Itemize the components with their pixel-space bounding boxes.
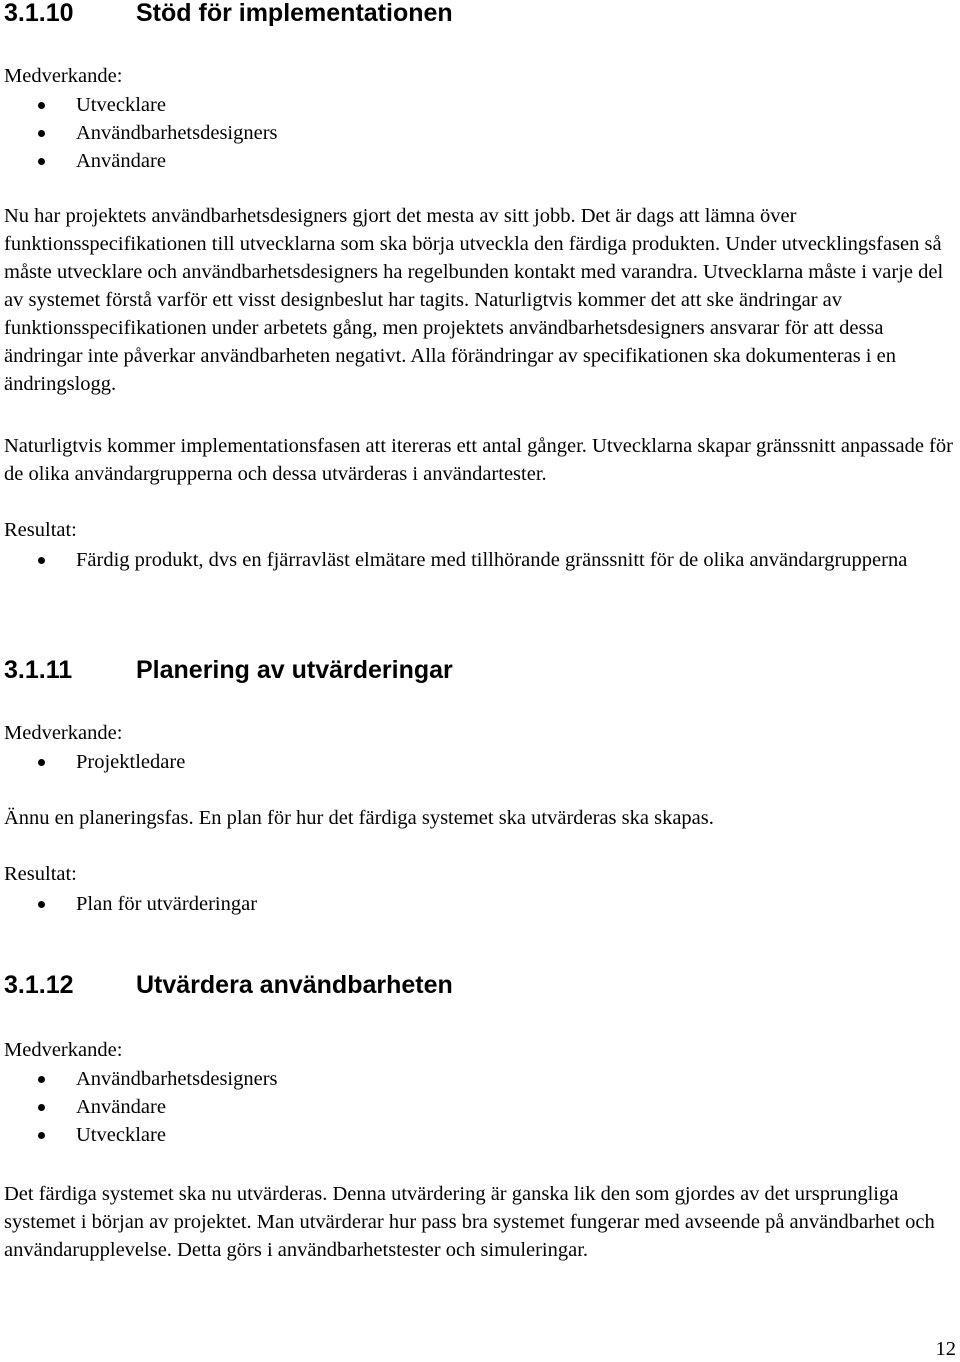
participants-label: Medverkande: <box>4 722 123 744</box>
list-item: Utvecklare <box>4 91 954 119</box>
participants-list <box>4 91 954 175</box>
list-item: Projektledare <box>4 748 954 776</box>
result-label: Resultat: <box>4 863 77 885</box>
list-item: Användbarhetsdesigners <box>4 119 954 147</box>
bullet-icon <box>38 1104 45 1111</box>
result-label: Resultat: <box>4 519 77 541</box>
bullet-icon <box>38 130 45 137</box>
section-title: Planering av utvärderingar <box>136 656 453 684</box>
section-number: 3.1.11 <box>4 656 73 684</box>
page-number: 12 <box>935 1338 956 1360</box>
section-title: Utvärdera användbarheten <box>136 971 453 999</box>
bullet-icon <box>38 1076 45 1083</box>
section-number: 3.1.10 <box>4 0 74 27</box>
participants-list <box>4 1065 954 1149</box>
list-item: Utvecklare <box>4 1121 954 1149</box>
bullet-icon <box>38 158 45 165</box>
results-list <box>4 546 954 574</box>
bullet-icon <box>38 1132 45 1139</box>
list-item: Användare <box>4 147 954 175</box>
participants-label: Medverkande: <box>4 1039 123 1061</box>
list-item: Användare <box>4 1093 954 1121</box>
participants-list <box>4 748 954 776</box>
bullet-icon <box>38 557 45 564</box>
body-paragraph: Nu har projektets användbarhetsdesigners gjort det mesta av sitt jobb. Det är dags att lämna över funktionsspecifikationen till utvecklarna som ska börja utveckla den färdiga produkten. Under utvecklingsfasen så måste utvecklare och användbarhetsdesigners ha regelbunden kontakt med varandra. Utvecklarna måste i varje del av systemet förstå varför ett visst designbeslut har tagits. Naturligtvis kommer det att ske ändringar av funktionsspecifikationen under arbetets gång, men projektets användbarhetsdesigners ansvarar för att dessa ändringar inte påverkar användbarheten negativt. Alla förändringar av specifikationen ska dokumenteras i en ändringslogg. <box>4 205 944 395</box>
section-heading <box>4 656 453 684</box>
bullet-icon <box>38 759 45 766</box>
section-heading <box>4 971 453 999</box>
bullet-icon <box>38 102 45 109</box>
section-title: Stöd för implementationen <box>136 0 453 27</box>
body-paragraph: Det färdiga systemet ska nu utvärderas. Denna utvärdering är ganska lik den som gjordes av det ursprungliga systemet i början av projektet. Man utvärderar hur pass bra systemet fungerar med avseende på användbarhet och användarupplevelse. Detta görs i användbarhetstester och simuleringar. <box>4 1183 935 1261</box>
list-item: Färdig produkt, dvs en fjärravläst elmätare med tillhörande gränssnitt för de olika användargrupperna <box>4 546 954 574</box>
section-number: 3.1.12 <box>4 971 74 999</box>
list-item: Användbarhetsdesigners <box>4 1065 954 1093</box>
participants-label: Medverkande: <box>4 65 123 87</box>
section-heading <box>4 0 453 27</box>
body-paragraph: Ännu en planeringsfas. En plan för hur det färdiga systemet ska utvärderas ska skapas. <box>4 807 714 829</box>
bullet-icon <box>38 901 45 908</box>
list-item: Plan för utvärderingar <box>4 890 954 918</box>
results-list <box>4 890 954 918</box>
body-paragraph: Naturligtvis kommer implementationsfasen att itereras ett antal gånger. Utvecklarna skapar gränssnitt anpassade för de olika användargrupperna och dessa utvärderas i användartester. <box>4 435 953 485</box>
